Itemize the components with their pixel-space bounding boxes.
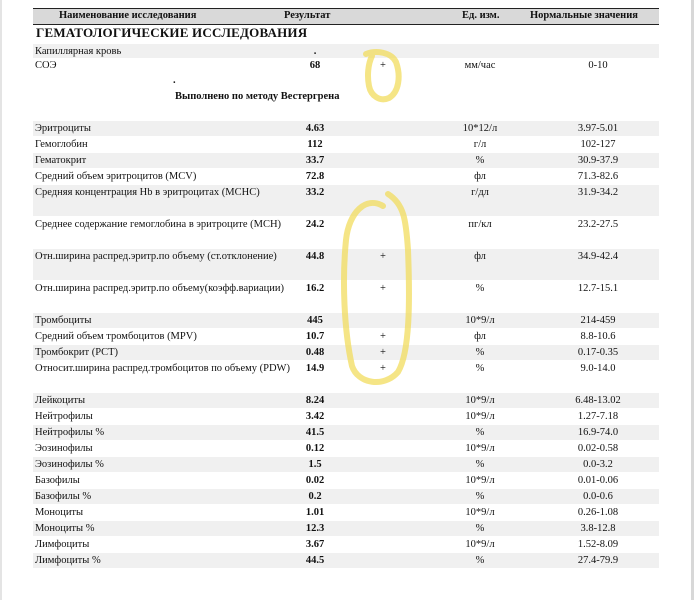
table-row — [33, 409, 659, 424]
table-row — [33, 553, 659, 568]
result-name: Средняя концентрация Hb в эритроцитах (МСНС) — [35, 187, 260, 198]
result-unit: 10*9/л — [465, 443, 495, 454]
table-row — [33, 185, 659, 216]
table-row — [33, 473, 659, 488]
result-value: 10.7 — [305, 331, 325, 342]
table-row — [33, 425, 659, 440]
result-unit: г/л — [473, 139, 487, 150]
result-unit: 10*9/л — [465, 475, 495, 486]
table-row — [33, 121, 659, 136]
table-row — [33, 44, 659, 58]
reference-range: 31.9-34.2 — [577, 187, 619, 198]
result-name: Нейтрофилы % — [35, 427, 105, 438]
result-name: Средний объем тромбоцитов (MPV) — [35, 331, 197, 342]
abnormal-flag: + — [380, 283, 386, 294]
result-name: Гемоглобин — [35, 139, 88, 150]
reference-range: 3.97-5.01 — [577, 123, 619, 134]
abnormal-flag: + — [380, 60, 386, 71]
reference-range: 102-127 — [580, 139, 616, 150]
result-value: 1.5 — [308, 459, 322, 470]
reference-range: 71.3-82.6 — [577, 171, 619, 182]
result-name: Нейтрофилы — [35, 411, 93, 422]
result-name: Эозинофилы % — [35, 459, 104, 470]
abnormal-flag: + — [380, 363, 386, 374]
reference-range: 8.8-10.6 — [580, 331, 616, 342]
result-unit: фл — [474, 251, 486, 262]
reference-range: 34.9-42.4 — [577, 251, 619, 262]
reference-range: 23.2-27.5 — [577, 219, 619, 230]
reference-range: 9.0-14.0 — [580, 363, 616, 374]
reference-range: 0.0-3.2 — [583, 459, 613, 470]
table-row — [33, 361, 659, 392]
method-note: Выполнено по методу Вестергрена — [175, 91, 340, 102]
reference-range: 0.02-0.58 — [577, 443, 619, 454]
reference-range: 3.8-12.8 — [580, 523, 616, 534]
result-name: Тромбоциты — [35, 315, 92, 326]
result-value: 8.24 — [305, 395, 325, 406]
reference-range: 16.9-74.0 — [577, 427, 619, 438]
table-row — [33, 281, 659, 312]
result-unit: % — [475, 283, 485, 294]
table-row — [33, 137, 659, 152]
result-value: 33.2 — [305, 187, 325, 198]
result-value: 445 — [307, 315, 323, 326]
result-value: 14.9 — [305, 363, 325, 374]
reference-range: 0.17-0.35 — [577, 347, 619, 358]
table-row — [33, 153, 659, 168]
header-norm: Нормальные значения — [530, 10, 638, 21]
result-unit: фл — [474, 331, 486, 342]
result-unit: 10*9/л — [465, 539, 495, 550]
result-unit: фл — [474, 171, 486, 182]
result-value: 0.12 — [305, 443, 325, 454]
result-unit: % — [475, 555, 485, 566]
result-value: 44.5 — [305, 555, 325, 566]
result-unit: 10*9/л — [465, 507, 495, 518]
table-row — [33, 217, 659, 248]
result-value: . — [313, 46, 317, 57]
reference-range: 6.48-13.02 — [575, 395, 621, 406]
table-row — [33, 58, 659, 72]
abnormal-flag: + — [380, 251, 386, 262]
header-name: Наименование исследования — [59, 10, 197, 21]
table-header — [33, 8, 659, 25]
result-name: Гематокрит — [35, 155, 87, 166]
result-unit: 10*9/л — [465, 411, 495, 422]
result-value: 12.3 — [305, 523, 325, 534]
result-value: 44.8 — [305, 251, 325, 262]
result-name: Эозинофилы — [35, 443, 93, 454]
result-unit: % — [475, 363, 485, 374]
result-name: СОЭ — [35, 60, 57, 71]
result-unit: мм/час — [464, 60, 496, 71]
reference-range: 0-10 — [588, 60, 608, 71]
table-row — [33, 169, 659, 184]
result-unit: 10*12/л — [462, 123, 498, 134]
table-row — [33, 345, 659, 360]
result-name: Лимфоциты % — [35, 555, 101, 566]
result-value: 1.01 — [305, 507, 325, 518]
header-result: Результат — [284, 10, 331, 21]
reference-range: 1.52-8.09 — [577, 539, 619, 550]
result-name: Лейкоциты — [35, 395, 86, 406]
reference-range: 27.4-79.9 — [577, 555, 619, 566]
result-name: Базофилы % — [35, 491, 92, 502]
table-row — [33, 457, 659, 472]
result-unit: % — [475, 459, 485, 470]
result-unit: г/дл — [471, 187, 489, 198]
result-value: 3.42 — [305, 411, 325, 422]
result-unit: % — [475, 491, 485, 502]
result-name: Моноциты — [35, 507, 84, 518]
table-row — [33, 249, 659, 280]
result-name: Тромбокрит (PCT) — [35, 347, 118, 358]
reference-range: 0.01-0.06 — [577, 475, 619, 486]
result-name: Относит.ширина распред.тромбоцитов по объему (PDW) — [35, 363, 290, 374]
table-row — [33, 521, 659, 536]
result-value: 3.67 — [305, 539, 325, 550]
result-unit: % — [475, 347, 485, 358]
result-name: Капиллярная кровь — [35, 46, 122, 57]
result-name: Эритроциты — [35, 123, 91, 134]
result-name: Базофилы — [35, 475, 80, 486]
abnormal-flag: + — [380, 331, 386, 342]
table-row — [33, 441, 659, 456]
result-value: 0.02 — [305, 475, 325, 486]
result-value: 16.2 — [305, 283, 325, 294]
result-name: Лимфоциты — [35, 539, 90, 550]
reference-range: 30.9-37.9 — [577, 155, 619, 166]
result-value: 0.2 — [308, 491, 322, 502]
result-value: 41.5 — [305, 427, 325, 438]
reference-range: 0.0-0.6 — [583, 491, 613, 502]
table-row — [33, 329, 659, 344]
table-row — [33, 489, 659, 504]
result-value: 68 — [309, 60, 321, 71]
page-edge-left — [0, 0, 2, 600]
reference-range: 1.27-7.18 — [577, 411, 619, 422]
result-value: 112 — [307, 139, 323, 150]
result-name: Моноциты % — [35, 523, 95, 534]
result-value: 24.2 — [305, 219, 325, 230]
result-unit: 10*9/л — [465, 395, 495, 406]
result-name: Среднее содержание гемоглобина в эритроците (МСН) — [35, 219, 282, 230]
reference-range: 12.7-15.1 — [577, 283, 619, 294]
result-unit: % — [475, 427, 485, 438]
table-row — [33, 537, 659, 552]
result-value: 4.63 — [305, 123, 325, 134]
result-value: 72.8 — [305, 171, 325, 182]
result-value: 33.7 — [305, 155, 325, 166]
table-row — [33, 313, 659, 328]
result-name: Отн.ширина распред.эритр.по объему (ст.отклонение) — [35, 251, 277, 262]
abnormal-flag: + — [380, 347, 386, 358]
table-row — [33, 393, 659, 408]
result-unit: 10*9/л — [465, 315, 495, 326]
result-name: Отн.ширина распред.эритр.по объему(коэфф.вариации) — [35, 283, 285, 294]
result-value: 0.48 — [305, 347, 325, 358]
reference-range: 214-459 — [580, 315, 616, 326]
header-unit: Ед. изм. — [462, 10, 500, 21]
note-dot: . — [173, 75, 176, 86]
reference-range: 0.26-1.08 — [577, 507, 619, 518]
result-unit: % — [475, 523, 485, 534]
table-row — [33, 505, 659, 520]
section-title: ГЕМАТОЛОГИЧЕСКИЕ ИССЛЕДОВАНИЯ — [36, 25, 308, 40]
result-name: Средний объем эритроцитов (MCV) — [35, 171, 197, 182]
result-unit: % — [475, 155, 485, 166]
result-unit: пг/кл — [468, 219, 492, 230]
